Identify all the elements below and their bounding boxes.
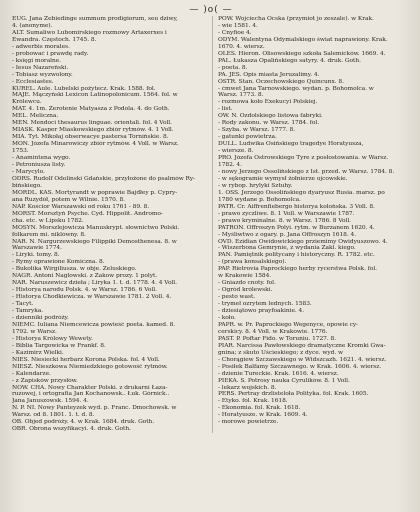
index-entry: N. P. NI. Nowy Panteyzek wyd. p. Franc. Dmochowsk. w (12, 405, 177, 412)
index-entry: MOSYN. Morszlejowicza Manuskrypt. słownictwo Polski. (12, 224, 180, 231)
index-entry: NAGR. Antoni Naglowski. z Zakow prozy. 1 polyt. (12, 273, 158, 280)
index-entry: KUREL. Aule. Lubelski pożytecz. Krak. 1588. fol. (12, 85, 156, 92)
index-entry: PIEKA. S. Potrosy nauka Cyrulików. 8. 1 Voll. (218, 377, 350, 384)
index-entry: OB. Objed podróży. 4. w Krak. 1684. druk. Goth. (12, 419, 155, 426)
index-entry: - dzienie Tureckie. Krak. 1616. 4. wiersz. (218, 370, 339, 377)
index-entry: ALT. Sumaliwo Lubomirskiego rozmowy Artaxerxes i (12, 29, 167, 36)
index-entry: - (prawa konsalskiego). (218, 259, 287, 266)
index-entry: - Chorągiew Szczawskiego w Widszcazh. 1621. 4. wiersz. (218, 356, 387, 363)
index-entry: - Historya Królowy Wewety. (12, 335, 93, 342)
index-entry: cerskicy. 8. 4 Voll. w Krakowie. 1776. (218, 328, 328, 335)
index-entry: - Tobiasz wyzwolony. (12, 71, 73, 78)
index-entry: - Historya Chodkiewicza. w Warszawie 1781. 2 Voll. 4. (12, 294, 172, 301)
index-entry: - morowe powietrze. (218, 419, 279, 426)
index-entry: folkarem mi. niklówny. 8. (12, 231, 86, 238)
index-entry: EUG. Jana Zebiedinge summum prodigiorum, seu dziwy, (12, 16, 178, 22)
two-column-index (12, 16, 410, 433)
index-entry: - Petroniusza listy. (12, 162, 66, 169)
index-entry: OVD. Ezidian Owidowickiego prziemimy Owidyuszowo. 4. (218, 238, 388, 245)
index-entry: - Horatyusze. w Krak. 1609. 4. (218, 412, 308, 419)
index-entry: - Kazimirz Wielki. (12, 349, 64, 356)
index-entry: - Kalendarze. (12, 370, 51, 377)
index-entry: cha. etc. w Lipsku 1782. (12, 217, 84, 224)
index-entry: - z Zapisków przysłów. (12, 377, 78, 384)
index-entry: 1753. (12, 148, 29, 155)
index-entry: NIES. Niesiecki herbarz Korona Polska. fol. 4 Voll. (12, 356, 160, 363)
index-entry: gnina; z skuto Uścieskiego; z dyce. wyd. w (218, 349, 343, 356)
index-entry: PATRON. Offroszyn Polyi. rytm. w Burzanem 1620. 4. (218, 224, 375, 231)
index-entry: - Tamryka. (12, 308, 44, 315)
index-entry: - w rybop. hrylyki Sztuhy. (218, 182, 293, 189)
index-entry: PAP. Rietrovia Paprockiego herby rycerstwa Polsk. fol. (218, 266, 377, 273)
index-entry: - gatunki powietrza. (218, 134, 277, 141)
index-entry: ruzowej, i ortografia Jan Kochanowsk.. Łuk. Górnick.. (12, 391, 170, 398)
index-entry: - koło. (218, 314, 236, 321)
index-entry: 1. OSS. Jerzego Ossolińskiego dyaryusz Rusia. marsz. po (218, 189, 385, 196)
index-entry: DULL. Ludwika Osińskiego tragedye Horatyusza, (218, 141, 364, 148)
index-entry: - Posiłek Balfamy Szczawnego. w Krak. 1606. 4. wiersz. (218, 363, 382, 370)
index-entry: - probować i prawdę rady. (12, 50, 89, 57)
right-column (212, 16, 410, 433)
index-entry: ODRS. Rudolf Odolinski Gdańskie, przyłożone do psalmów Ry- (12, 175, 196, 182)
index-entry: - wie 1581. 4. (218, 22, 258, 29)
index-entry: - dziesiątowo prayfoakinie. 4. (218, 308, 305, 315)
index-entry: 1780 wydane p. Bohomolca. (218, 196, 301, 203)
index-entry: Warszawie 1774. (12, 245, 62, 252)
index-entry: w Krakowie 1584. (218, 273, 272, 280)
index-entry: - Historya narodu Polsk. 4. w Warsz. 1786. 6 Voll. (12, 287, 157, 294)
index-entry: NOW. CHA. Nowy Charakter Polski. z drukarni Łaza- (12, 384, 168, 391)
index-entry: - wiersze. 8. (218, 148, 254, 155)
index-entry: MEN. Mendoci thesaurus linguae. orientali. fol. 4 Voll. (12, 120, 172, 127)
index-entry: Jana Januszowsk. 1594. 4. (12, 398, 89, 405)
index-entry: PATR. Cr. Aiffrenfiebergo historya kolońska. 3 Voll. 8. (218, 203, 375, 210)
index-entry: PA. JES. Opis miasta Jeruzalimy. 4. (218, 71, 320, 78)
index-entry: - Gniazdo cnoty. fol. (218, 280, 276, 287)
index-entry: - Szyba. w Warsz. 1777. 8. (218, 127, 296, 134)
index-entry: PAST. P. Poftar Fido. w Toruniu. 1727. 8. (218, 335, 337, 342)
index-entry: - w sękogramie wymysł żołnierze ojcowskie. (218, 175, 348, 182)
index-entry: PRO. Józefa Ostrowskiego Tyre z posłostowania. w Warsz. (218, 155, 389, 162)
index-entry: PAN. Pamiętnik politycany i historyczny. R. 1782. etc. (218, 252, 375, 259)
index-entry: NAR. Naruszewicz dzieła ; Liryka 1. t. d. 1778. 4. 4 Voll. (12, 280, 177, 287)
index-entry: - Cnyfioe 4. (218, 29, 252, 36)
running-head: — )o( — (189, 5, 233, 15)
index-entry: ana Ruzydół, potem w Wilnie. 1570. 8. (12, 196, 126, 203)
index-entry: - rozmowa koło Exekucyi Polskiej. (218, 99, 318, 106)
index-entry: - Ecclesiastes. (12, 78, 54, 85)
index-entry: NIESZ. Nieszkowa Niemiedzkiego gotowość rytmów. (12, 363, 168, 370)
index-entry: - Anamintena wygo. (12, 155, 71, 162)
index-entry: - Rody zakonu. w Warsz. 1784. fol. (218, 120, 320, 127)
index-entry: MEL. Meliczna. (12, 113, 59, 120)
index-entry: - ćmwet Jana Tarnowskiego. wydan. p. Bohomolca. w (218, 85, 374, 92)
index-entry: NAP. Kościor Warszawski od roku 1761 - 89. 8. (12, 203, 150, 210)
index-entry: - księgi moralne. (12, 57, 61, 64)
index-entry: OSTR. Stan. Oczechowskiego Quincunx. 8. (218, 78, 344, 85)
index-entry: - trymeł ozrytem lednych. 1583. (218, 301, 312, 308)
index-entry: - Ogród królewski. (218, 287, 273, 294)
index-entry: - list. (218, 106, 233, 113)
index-entry: Warsz. 1773. 8. (218, 92, 264, 99)
index-entry: 1670. 4. wiersz. (218, 43, 265, 50)
index-entry: - Tacyt. (12, 301, 34, 308)
index-entry: MAT. 4. 1m. Żerotenie Matyasza z Podola. 4. do Goth. (12, 106, 170, 113)
index-entry: PAL. Łukasza Opalińskiego satyry. 4. druk. Goth. (218, 57, 361, 64)
index-entry: OLES. Hieron. Olisowskiego szkoła Salemicków. 1669. 4. (218, 50, 386, 57)
index-entry: MORST. Morsztyń Psyche. Cyd. Hippolit. Andromo- (12, 210, 163, 217)
index-entry: 1792. w Warsz. (12, 328, 57, 335)
index-entry: MIASK. Kasper Miaskowskiego zbiór rytmów. 4. 1 Voll. (12, 127, 174, 134)
index-entry: NAR. N. Nargurzewskiego Filippiki Demosthenesa. 8. w (12, 238, 177, 245)
index-entry: - Biblia Targowicka w Frankf. 8. (12, 342, 106, 349)
index-entry: OW. N. Ozdolskiego listowa fabryki. (218, 113, 323, 120)
index-entry: - Marycylo. (12, 168, 45, 175)
index-entry: MORDL. KAS. Mortyrandt w poprawie Bajdłey p. Cypry- (12, 189, 178, 196)
index-entry: 1782. 4. (218, 162, 242, 169)
index-entry: - Ekonomia. fol. Krak. 1618. (218, 405, 301, 412)
index-entry: NIEMC. Iuliana Niemcewicza powieść poeta. kamed. 8. (12, 321, 176, 328)
index-entry: Ewandra. Częstoch. 1745. 8. (12, 36, 97, 43)
index-entry: - Rymy oprawione Komiczna. 8. (12, 259, 105, 266)
left-column (12, 16, 204, 433)
index-entry: - prawo kryminalne. 8. w Warsz. 1786. 8 Voll. (218, 217, 351, 224)
index-entry: - Etyko. fol. Krak. 1618. (218, 398, 288, 405)
index-entry: bińskiego. (12, 182, 42, 189)
index-entry: PIAR. Narcissa Pawłowskiego dramatyczne Kromki Gwa- (218, 342, 386, 349)
index-entry: - prawo zyczliwe. 8. 1 Voll. w Warszawie 1787. (218, 210, 355, 217)
index-entry: - Iesus Nazareński. (12, 64, 69, 71)
index-entry: MON. Józefa Minarowiczy zbiór rytmów. 4 Voll. w Warsz. (12, 141, 179, 148)
index-entry: PAPR. w. Pr. Paprockiego Wegenyce, opowie cy- (218, 321, 359, 328)
index-entry: - Wiszerbona Gemrynie, z wydania Zakl. kiego. (218, 245, 356, 252)
index-entry: - Myśliwtwo z ogary. p. Jana Offroszyn 1618. 4. (218, 231, 357, 238)
index-entry: - pesto wast. (218, 294, 256, 301)
index-entry: ODYM. Walentyna Odymalskiego świat naprawiony. Krak. (218, 36, 388, 43)
index-entry: OBR. Obrona wszyfikacyi. 4. druk. Goth. (12, 426, 131, 433)
index-entry: 4. (anonyme). (12, 22, 53, 29)
index-entry: POW. Wojciecha Ocska (przymiot jo zeszale). w Krak. (218, 16, 374, 22)
index-entry: - Bukolika Wirgiliusza. w obje. Zeluskiego. (12, 266, 137, 273)
index-entry: - adwerbis morales. (12, 43, 70, 50)
index-entry: Królewcu. (12, 99, 42, 106)
index-entry: - poeta. 8. (218, 64, 248, 71)
index-entry: - lekarz wojskich. 8. (218, 384, 277, 391)
index-entry: - Liryki. tomy. 8. (12, 252, 60, 259)
index-entry: - dzienniki podróży. (12, 314, 69, 321)
index-entry: MIA. Tyt. Mikołaj obserwacye pastersa Tornińskie. 8. (12, 134, 169, 141)
index-entry: PERS. Pertray drzlisteloła Polityka. fol. Krak. 1605. (218, 391, 369, 398)
index-entry: MAJE. Mączyński Lexicon Latinopolonicum. 1564. fol. w (12, 92, 178, 99)
index-entry: Warsz. od 8. 1801. 1. t. d. 8. (12, 412, 95, 419)
index-entry: - nowy Jerzego Ossolińskiego z Ist. przed. w Warsz. 1784. 8. (218, 168, 395, 175)
